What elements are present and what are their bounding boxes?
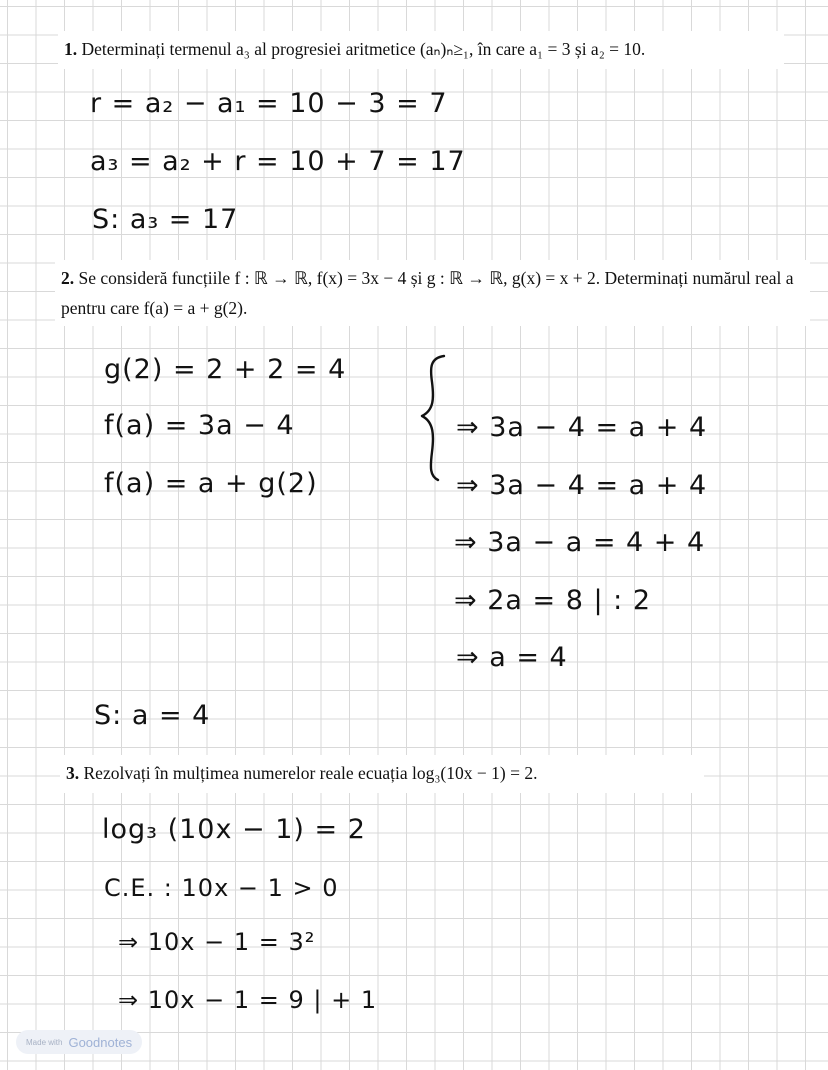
- problem-3-number: 3.: [66, 763, 80, 783]
- problem-1-statement: [58, 31, 784, 69]
- p2-right-line-2: ⇒ 3a − 4 = a + 4: [456, 470, 708, 501]
- problem-1-text: Determinați termenul a₃ al progresiei aritmetice (aₙ)ₙ≥₁, în care a₁ = 3 și a₂ = 10.: [81, 39, 646, 59]
- p1-answer: S: a₃ = 17: [92, 204, 239, 235]
- p2-left-line-3: f(a) = a + g(2): [104, 468, 318, 499]
- problem-2-text: Se consideră funcțiile f : ℝ → ℝ, f(x) = 3x − 4 și g : ℝ → ℝ, g(x) = x + 2. Determinați numărul real a pentru care f(a) = a + g(2).: [61, 268, 794, 318]
- p2-answer: S: a = 4: [94, 700, 211, 731]
- watermark-brand-text: Goodnotes: [68, 1034, 133, 1050]
- problem-3-statement: [60, 755, 704, 793]
- problem-2-statement: [55, 260, 810, 326]
- p3-work-line-2: C.E. : 10x − 1 > 0: [104, 874, 339, 902]
- p2-right-line-1: ⇒ 3a − 4 = a + 4: [456, 412, 708, 443]
- p3-work-line-1: log₃ (10x − 1) = 2: [102, 814, 366, 845]
- p3-work-line-3: ⇒ 10x − 1 = 3²: [118, 928, 316, 956]
- problem-2-number: 2.: [61, 268, 75, 288]
- p2-left-line-2: f(a) = 3a − 4: [104, 410, 295, 441]
- p1-work-line-1: r = a₂ − a₁ = 10 − 3 = 7: [90, 88, 448, 119]
- p1-work-line-2: a₃ = a₂ + r = 10 + 7 = 17: [90, 146, 466, 177]
- watermark-small-text: Made with: [26, 1037, 63, 1047]
- p2-left-line-1: g(2) = 2 + 2 = 4: [104, 354, 347, 385]
- curly-brace-icon: [414, 352, 454, 482]
- problem-3-text: Rezolvați în mulțimea numerelor reale ecuația log₃(10x − 1) = 2.: [83, 763, 538, 783]
- p2-right-line-5: ⇒ a = 4: [456, 642, 568, 673]
- p2-right-line-3: ⇒ 3a − a = 4 + 4: [454, 527, 706, 558]
- goodnotes-watermark: [16, 1030, 142, 1054]
- p2-right-line-4: ⇒ 2a = 8 | : 2: [454, 585, 652, 616]
- p3-work-line-4: ⇒ 10x − 1 = 9 | + 1: [118, 986, 378, 1014]
- problem-1-number: 1.: [64, 39, 78, 59]
